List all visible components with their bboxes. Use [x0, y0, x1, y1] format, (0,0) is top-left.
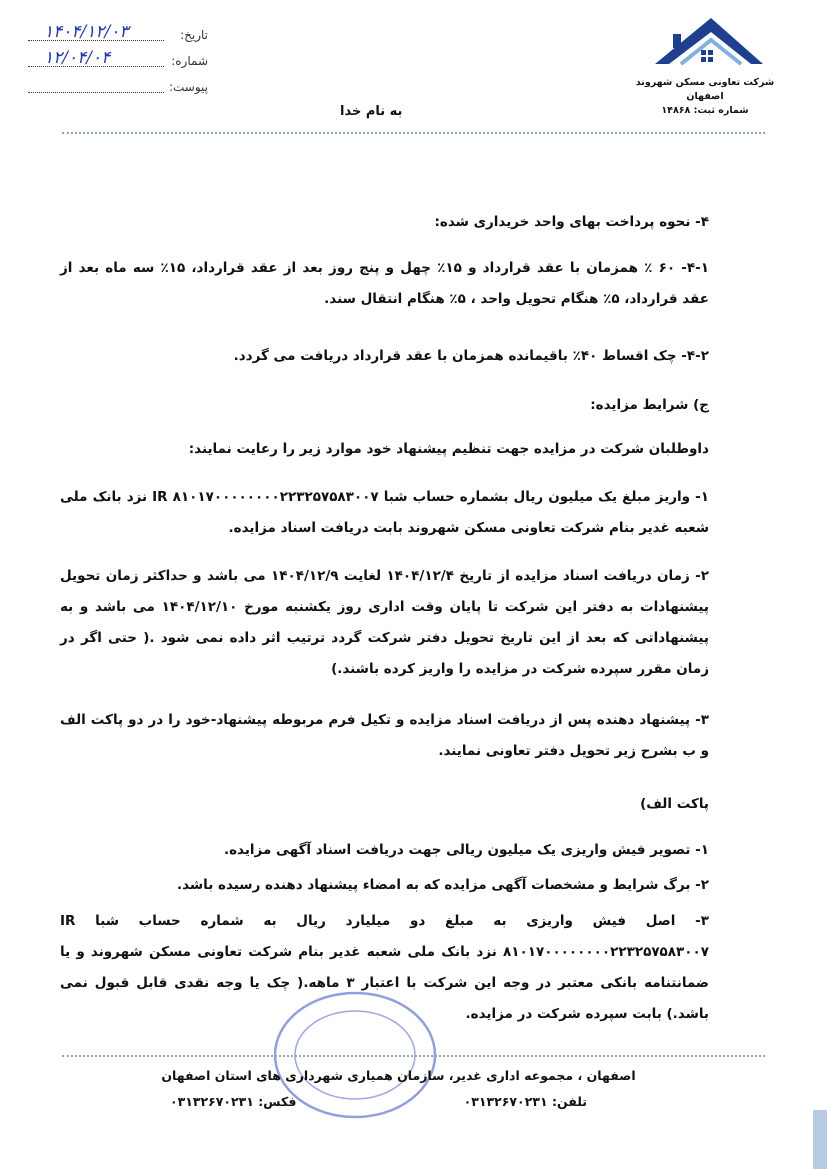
section-c-item-2: ۲- زمان دریافت اسناد مزایده از تاریخ ۱۴۰۴/۱۲/۴ لغایت ۱۴۰۴/۱۲/۹ می باشد و حداکثر زمان تحویل پیشنهادات به دفتر این شرکت تا پایان وقت اداری روز یکشنبه مورخ ۱۴۰۴/۱۲/۱۰ می باشد و به پیشنهاداتی که بعد از این تاریخ تحویل دفتر شرکت گردد ترتیب اثر داده نمی شود .( حتی اگر در زمان مقرر سپرده شرکت در مزایده را واریز کرده باشند.) [60, 568, 709, 677]
letter-meta [28, 22, 208, 100]
phone-label: تلفن: [551, 1094, 587, 1109]
packet-a-title: پاکت الف) [640, 796, 709, 812]
section-c-intro: داوطلبان شرکت در مزایده جهت تنظیم پیشنهاد خود موارد زیر را رعایت نمایند: [188, 441, 709, 457]
date-row [28, 22, 208, 48]
section-c-item-1: ۱- واریز مبلغ یک میلیون ریال بشماره حساب شبا IR ۸۱۰۱۷۰۰۰۰۰۰۰۰۲۲۳۲۵۷۵۸۳۰۰۷ نزد بانک ملی شعبه غدیر بنام شرکت تعاونی مسکن شهروند بابت دریافت اسناد مزایده. [60, 489, 709, 536]
dotted-divider [62, 132, 765, 134]
number-row [28, 48, 208, 74]
section-4-2: ۴-۲- چک اقساط ۴۰٪ باقیمانده همزمان با عقد قرارداد دریافت می گردد. [233, 348, 709, 364]
footer-contacts [170, 1094, 587, 1109]
packet-item-3: ۳- اصل فیش واریزی به مبلغ دو میلیارد ریال به شماره حساب شبا IR ۸۱۰۱۷۰۰۰۰۰۰۰۰۲۲۳۲۵۷۵۸۳۰۰۷ نزد بانک ملی شعبه غدیر بنام شرکت تعاونی مسکن شهروند و یا ضمانتنامه بانکی معتبر در وجه این شرکت با اعتبار ۳ ماهه.( چک یا وجه نقدی قابل قبول نمی باشد.) بابت سپرده شرکت در مزایده. [60, 913, 709, 1022]
number-value: ۱۲/۰۴/۰۴ [44, 48, 111, 68]
attachment-label: پیوست: [168, 80, 208, 94]
section-c-title: ج) شرایط مزایده: [590, 397, 709, 413]
company-name: شرکت تعاونی مسکن شهروند اصفهان [635, 77, 775, 102]
basmala: به نام خدا [340, 104, 403, 119]
section-c-item-3: ۳- پیشنهاد دهنده پس از دریافت اسناد مزایده و تکیل فرم مربوطه پیشنهاد-خود را در دو پاکت الف و ب بشرح زیر تحویل دفتر تعاونی نمایند. [60, 712, 709, 759]
fax-value: ۰۳۱۳۲۶۷۰۲۳۱ [170, 1094, 254, 1109]
fax-label: فکس: [258, 1094, 297, 1109]
packet-item-2: ۲- برگ شرایط و مشخصات آگهی مزایده که به امضاء پیشنهاد دهنده رسیده باشد. [176, 877, 709, 893]
phone-group [464, 1094, 587, 1109]
phone-value: ۰۳۱۳۲۶۷۰۲۳۱ [463, 1094, 548, 1109]
registration-number: شماره ثبت: ۱۴۸۶۸ [661, 105, 749, 116]
footer-divider [62, 1055, 765, 1057]
number-label: شماره: [171, 54, 208, 68]
footer-address: اصفهان ، مجموعه اداری غدیر، سازمان همیاری شهرداری های استان اصفهان [161, 1068, 636, 1083]
section-4-title: ۴- نحوه پرداخت بهای واحد خریداری شده: [434, 214, 709, 230]
company-info [635, 76, 775, 118]
packet-item-1: ۱- تصویر فیش واریزی یک میلیون ریالی جهت دریافت اسناد آگهی مزایده. [223, 842, 709, 858]
attachment-row [28, 74, 208, 100]
section-4-1: ۴-۱- ۶۰ ٪ همزمان با عقد قرارداد و ۱۵٪ چهل و پنج روز بعد از عقد قرارداد، ۱۵٪ سه ماه بعد از عقد قرارداد، ۵٪ هنگام تحویل واحد ، ۵٪ هنگام انتقال سند. [60, 260, 709, 307]
date-label: تاریخ: [180, 28, 208, 42]
fax-group [170, 1094, 296, 1109]
side-accent-bar [813, 1110, 827, 1169]
date-value: ۱۴۰۴/۱۲/۰۳ [44, 22, 129, 42]
